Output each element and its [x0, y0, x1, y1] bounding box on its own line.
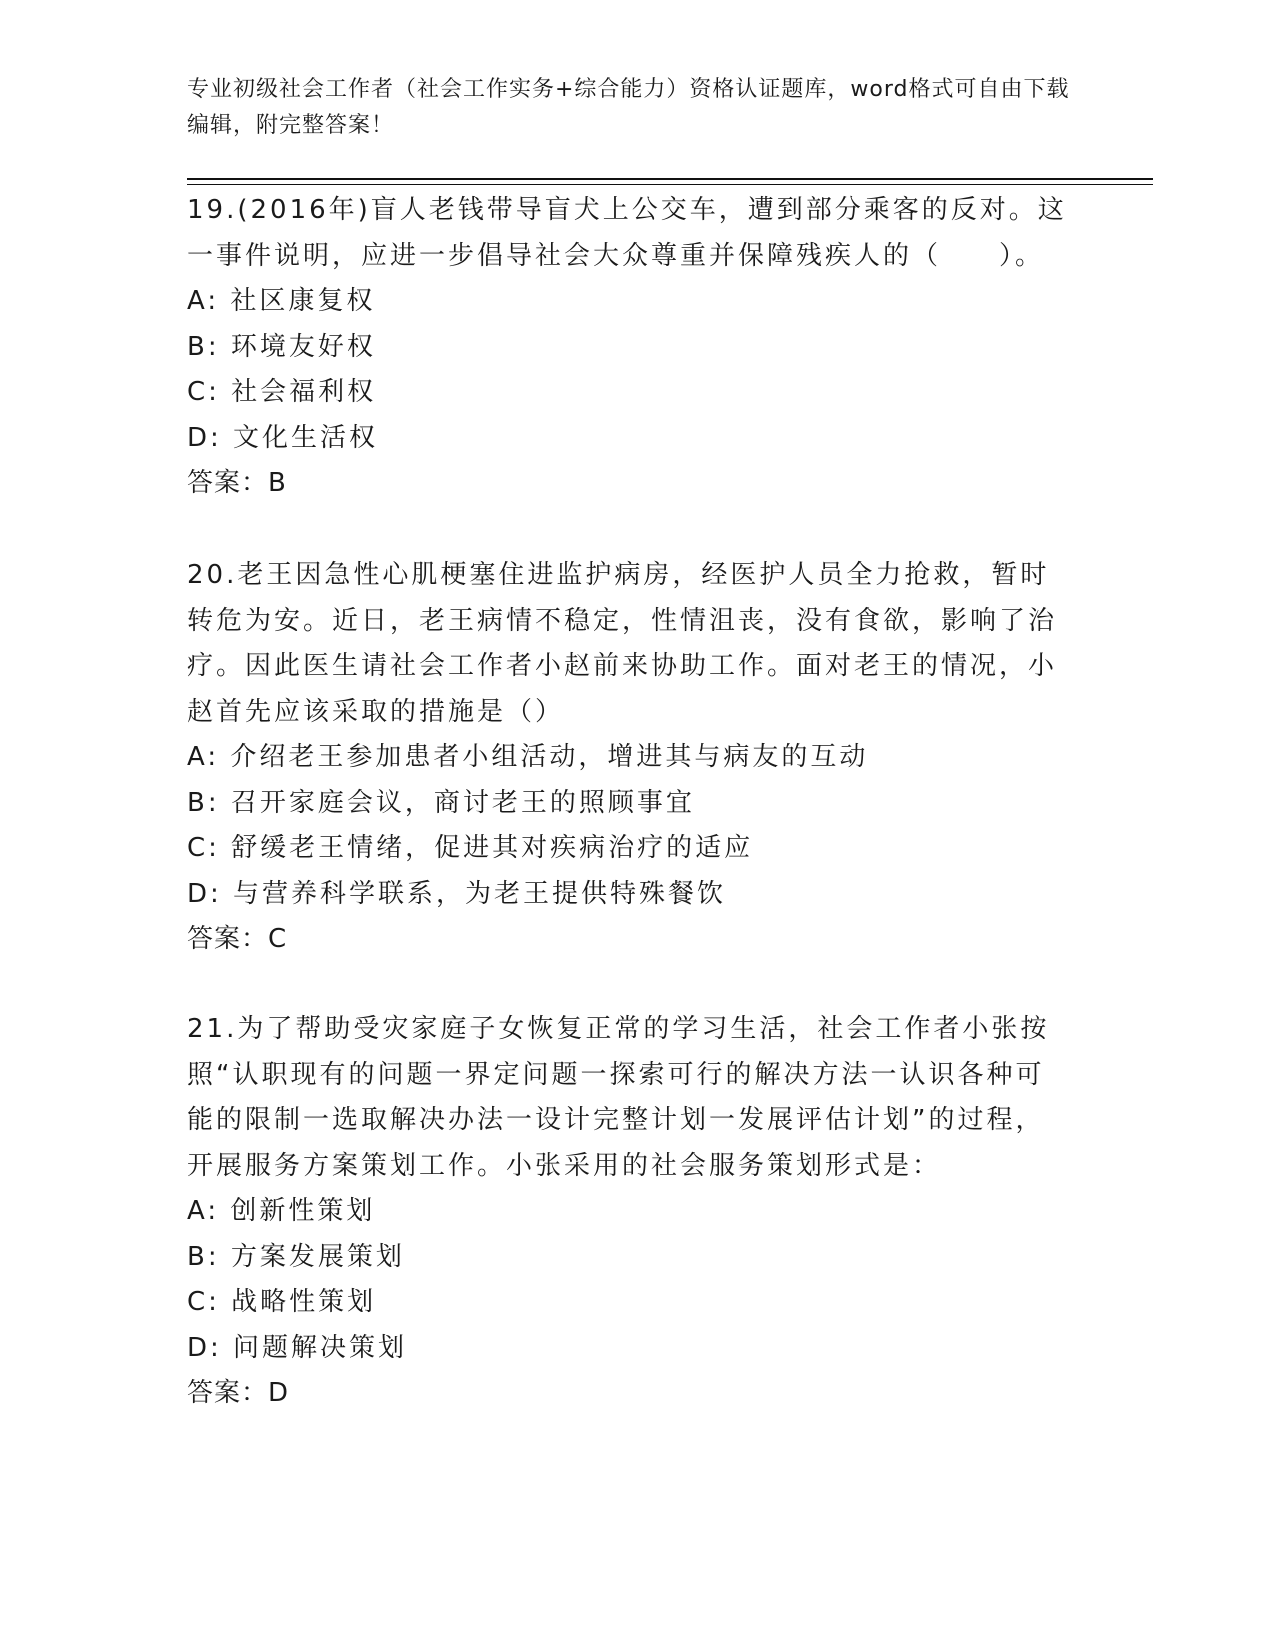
answer-line: 答案：D — [187, 1378, 290, 1408]
option-d: D: 与营养科学联系，为老王提供特殊餐饮 — [187, 878, 727, 909]
option-c: C: 战略性策划 — [187, 1287, 377, 1317]
header-divider-thick — [187, 178, 1153, 180]
option-c: C: 舒缓老王情绪，促进其对疾病治疗的适应 — [187, 833, 754, 863]
question-stem: 20.老王因急性心肌梗塞住进监护病房，经医护人员全力抢救，暂时转危为安。近日，老王病情不稳定，性情沮丧，没有食欲，影响了治疗。因此医生请社会工作者小赵前来协助工作。面对老王的情况，小赵首先应该采取的措施是（） — [187, 560, 1058, 727]
question-19 — [187, 188, 1067, 507]
answer-line: 答案：B — [187, 468, 287, 498]
question-stem: 19.(2016年)盲人老钱带导盲犬上公交车，遭到部分乘客的反对。这一事件说明，应进一步倡导社会大众尊重并保障残疾人的（ ）。 — [187, 195, 1067, 271]
question-stem: 21.为了帮助受灾家庭子女恢复正常的学习生活，社会工作者小张按照“认职现有的问题一界定问题一探索可行的解决方法一认识各种可能的限制一选取解决办法一设计完整计划一发展评估计划”的过程，开展服务方案策划工作。小张采用的社会服务策划形式是： — [187, 1014, 1050, 1181]
option-a: A: 社区康复权 — [187, 286, 376, 316]
option-a: A: 创新性策划 — [187, 1196, 376, 1226]
document-header: 专业初级社会工作者（社会工作实务+综合能力）资格认证题库，word格式可自由下载编辑，附完整答案！ — [187, 77, 1070, 138]
option-a: A: 介绍老王参加患者小组活动，增进其与病友的互动 — [187, 742, 869, 772]
option-d: D: 文化生活权 — [187, 422, 379, 453]
option-d: D: 问题解决策划 — [187, 1332, 408, 1363]
option-b: B: 方案发展策划 — [187, 1241, 405, 1272]
option-b: B: 环境友好权 — [187, 331, 376, 362]
answer-line: 答案：C — [187, 924, 288, 954]
question-20 — [187, 553, 1067, 963]
option-c: C: 社会福利权 — [187, 377, 377, 407]
question-21 — [187, 1007, 1067, 1417]
option-b: B: 召开家庭会议，商讨老王的照顾事宜 — [187, 787, 695, 818]
header-divider-thin — [187, 184, 1153, 185]
